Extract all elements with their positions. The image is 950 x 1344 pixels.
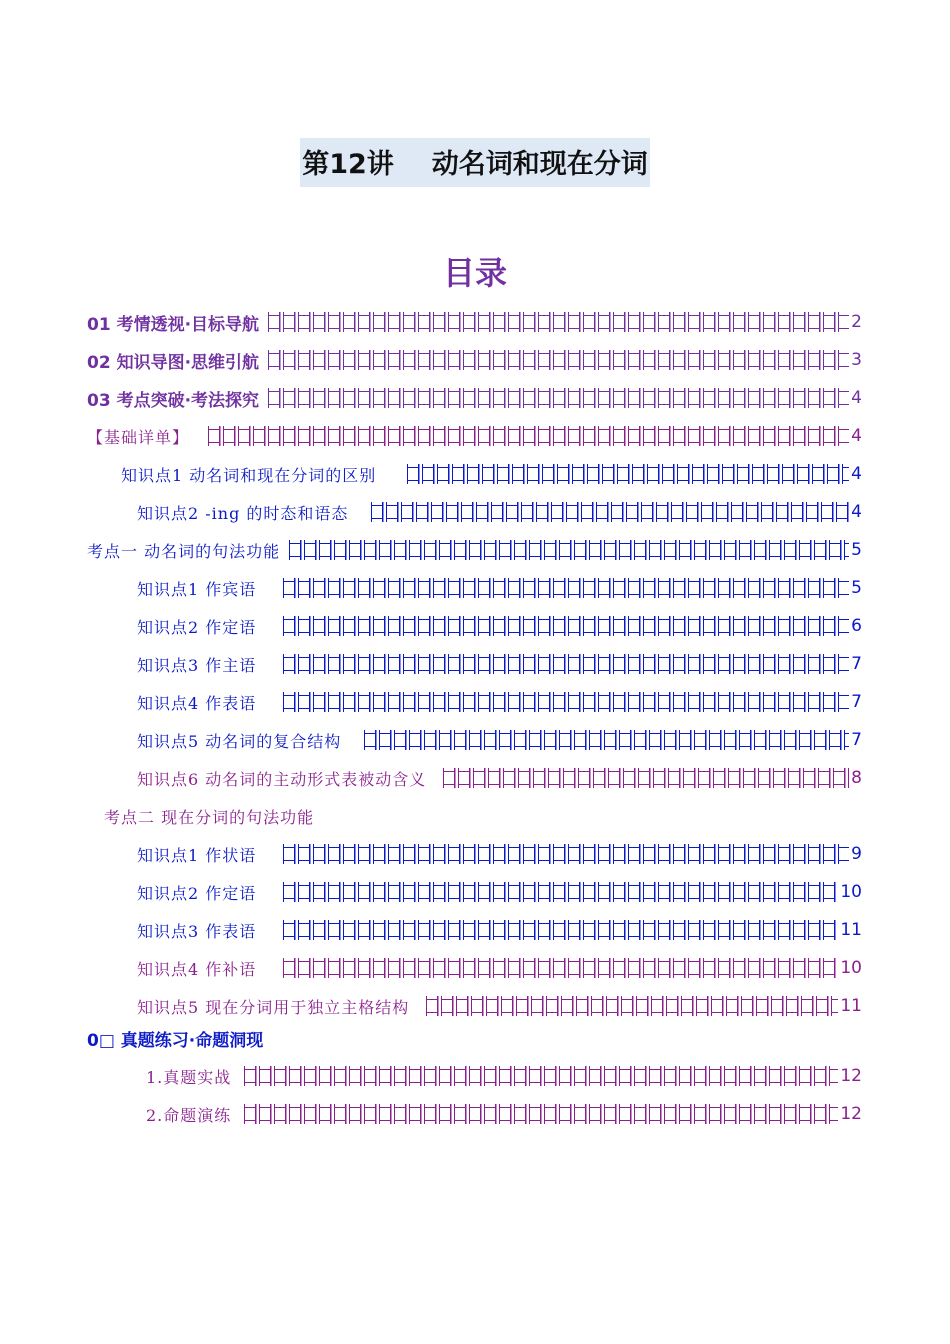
toc-entry-page: 4: [851, 388, 862, 408]
dot-leader: [267, 350, 849, 370]
toc-entry-label: 【基础详单】: [87, 427, 190, 447]
toc-entry-label: 知识点6 动名词的主动形式表被动含义: [137, 769, 427, 789]
toc-entry-page: 12: [840, 1066, 862, 1086]
toc-entry-page: 7: [851, 654, 862, 674]
toc-entry-page: 4: [851, 426, 862, 446]
toc-entry-label: 知识点4 作表语: [137, 693, 257, 713]
toc-entry[interactable]: [137, 495, 862, 529]
lecture-topic: 动名词和现在分词: [431, 149, 648, 180]
toc-entry-label: 考点二 现在分词的句法功能: [104, 807, 315, 827]
lecture-number: 第12讲: [302, 149, 394, 180]
title-highlight: [300, 138, 650, 187]
toc-entry[interactable]: [137, 837, 862, 871]
toc-entry-page: 6: [851, 616, 862, 636]
toc-entry-label: 知识点1 作状语: [137, 845, 257, 865]
toc-entry-label: 知识点4 作补语: [137, 959, 257, 979]
toc-entry-label: 知识点2 作定语: [137, 617, 257, 637]
dot-leader: [282, 578, 849, 598]
toc-entry-page: 8: [851, 768, 862, 788]
toc-entry-label: 知识点5 现在分词用于独立主格结构: [137, 997, 410, 1017]
toc-entry-page: 7: [851, 692, 862, 712]
toc-entry-label: 2.命题演练: [146, 1105, 232, 1125]
toc-entry-label: 知识点5 动名词的复合结构: [137, 731, 342, 751]
toc-entry-page: 11: [840, 920, 862, 940]
toc-entry-page: 5: [851, 578, 862, 598]
toc-entry[interactable]: [87, 381, 862, 415]
document-title: [0, 138, 950, 187]
toc-entry-label: 知识点3 作主语: [137, 655, 257, 675]
toc-entry-label: 知识点2 作定语: [137, 883, 257, 903]
toc-entry-page: 11: [840, 996, 862, 1016]
dot-leader: [406, 464, 849, 484]
dot-leader: [425, 996, 838, 1016]
toc-entry[interactable]: [146, 1097, 862, 1131]
toc-entry[interactable]: [146, 1059, 862, 1093]
toc-entry-label: 知识点2 -ing 的时态和语态: [137, 503, 349, 523]
dot-leader: [282, 692, 849, 712]
toc-entry-label: 03 考点突破·考法探究: [87, 390, 260, 411]
toc-entry[interactable]: [87, 305, 862, 339]
toc-entry[interactable]: [121, 457, 862, 491]
toc-entry-page: 12: [840, 1104, 862, 1124]
toc-entry[interactable]: [137, 723, 862, 757]
toc-heading: 目录: [442, 254, 507, 292]
toc-entry-label: 考点一 动名词的句法功能: [87, 541, 281, 561]
toc-entry-label: 知识点3 作表语: [137, 921, 257, 941]
toc-entry[interactable]: [87, 533, 862, 567]
toc-entry-page: 9: [851, 844, 862, 864]
toc-entry[interactable]: [137, 875, 862, 909]
toc-entry[interactable]: [137, 913, 862, 947]
toc-entry-label: 02 知识导图·思维引航: [87, 352, 260, 373]
dot-leader: [363, 730, 849, 750]
dot-leader: [243, 1066, 838, 1086]
toc-entry-page: 4: [851, 464, 862, 484]
toc-entry-page: 3: [851, 350, 862, 370]
dot-leader: [282, 958, 838, 978]
dot-leader: [267, 312, 849, 332]
toc-entry[interactable]: [137, 647, 862, 681]
dot-leader: [282, 920, 838, 940]
dot-leader: [282, 616, 849, 636]
toc-entry[interactable]: [87, 1021, 271, 1055]
toc-entry-label: 1.真题实战: [146, 1067, 232, 1087]
toc-entry-label: 知识点1 动名词和现在分词的区别: [121, 465, 377, 485]
dot-leader: [267, 388, 849, 408]
toc-entry[interactable]: [87, 343, 862, 377]
dot-leader: [207, 426, 849, 446]
dot-leader: [442, 768, 849, 788]
toc-entry-label: 0□ 真题练习·命题洞现: [87, 1030, 264, 1051]
toc-entry[interactable]: [137, 761, 862, 795]
dot-leader: [243, 1104, 838, 1124]
toc-entry-page: 5: [851, 540, 862, 560]
dot-leader: [370, 502, 849, 522]
toc-entry[interactable]: [137, 989, 862, 1023]
toc-entry-page: 2: [851, 312, 862, 332]
dot-leader: [288, 540, 849, 560]
toc-entry[interactable]: [137, 951, 862, 985]
dot-leader: [282, 844, 849, 864]
toc-entry-page: 10: [840, 958, 862, 978]
toc-entry[interactable]: [137, 685, 862, 719]
toc-entry-label: 01 考情透视·目标导航: [87, 314, 260, 335]
dot-leader: [282, 882, 838, 902]
toc-entry-page: 10: [840, 882, 862, 902]
toc-entry-page: 7: [851, 730, 862, 750]
toc-entry[interactable]: [137, 571, 862, 605]
toc-entry[interactable]: [137, 609, 862, 643]
toc-entry[interactable]: [104, 799, 322, 833]
toc-entry-page: 4: [851, 502, 862, 522]
toc-entry-label: 知识点1 作宾语: [137, 579, 257, 599]
dot-leader: [282, 654, 849, 674]
toc-entry[interactable]: [87, 419, 862, 453]
